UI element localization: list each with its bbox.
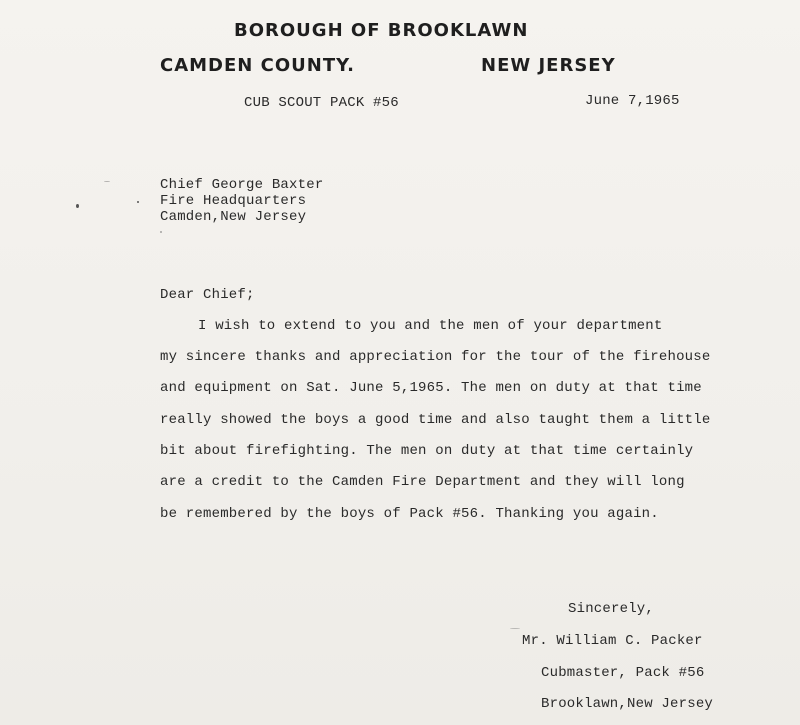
paper-speck [137,201,139,203]
signer-name: Mr. William C. Packer [522,633,703,649]
body-line: I wish to extend to you and the men of your department [198,318,663,334]
paper-speck [76,204,79,208]
signer-title: Cubmaster, Pack #56 [541,665,705,681]
body-line: are a credit to the Camden Fire Department and they will long [160,474,685,490]
body-line: be remembered by the boys of Pack #56. Thanking you again. [160,506,659,522]
body-line: bit about firefighting. The men on duty at that time certainly [160,443,694,459]
paper-speck [510,628,520,629]
body-line: really showed the boys a good time and also taught them a little [160,412,711,428]
signer-location: Brooklawn,New Jersey [541,696,714,712]
letterhead-county: CAMDEN COUNTY. [160,55,355,76]
letter-date: June 7,1965 [585,93,680,109]
letterhead-state: NEW JERSEY [481,55,616,76]
body-line: my sincere thanks and appreciation for the tour of the firehouse [160,349,711,365]
recipient-organization: Fire Headquarters [160,193,307,209]
recipient-city: Camden,New Jersey [160,209,307,225]
pack-reference: CUB SCOUT PACK #56 [244,95,399,111]
paper-speck [160,231,162,233]
body-line: and equipment on Sat. June 5,1965. The men on duty at that time [160,380,702,396]
salutation: Dear Chief; [160,287,255,303]
paper-speck [104,181,110,182]
letterhead-borough: BOROUGH OF BROOKLAWN [234,20,529,41]
recipient-name: Chief George Baxter [160,177,324,193]
closing: Sincerely, [568,601,655,617]
